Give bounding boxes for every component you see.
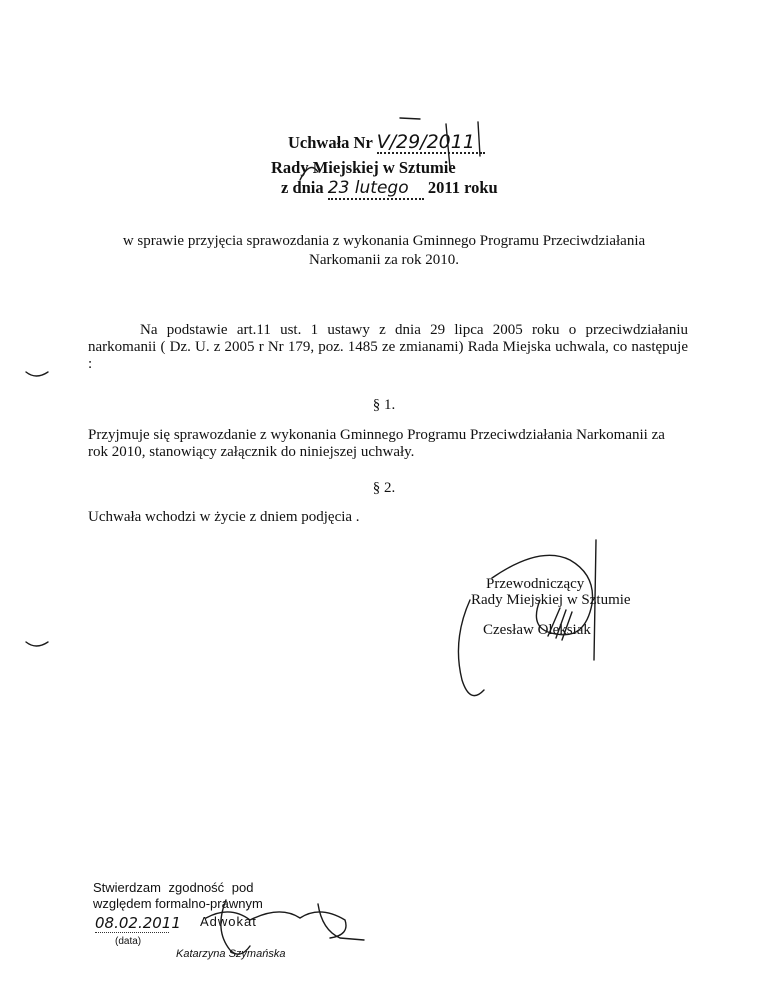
margin-mark-1 xyxy=(26,372,48,376)
subject-line-2: Narkomanii za rok 2010. xyxy=(309,252,459,268)
chairman-signature-stroke xyxy=(594,540,596,660)
chairman-signature-tail xyxy=(458,600,484,696)
section-2-title: § 2. xyxy=(372,480,396,496)
date-suffix: 2011 roku xyxy=(427,178,498,197)
legal-stamp-title: Adwokat xyxy=(200,914,257,929)
subject-line-1: w sprawie przyjęcia sprawozdania z wykonania Gminnego Programu Przeciwdziałania xyxy=(122,233,646,249)
resolution-number-handwritten: V/29/2011 xyxy=(377,132,485,154)
council-line: Rady Miejskiej w Sztumie xyxy=(271,158,456,177)
section-2-text: Uchwała wchodzi w życie z dniem podjęcia . xyxy=(88,509,360,525)
legal-basis: Na podstawie art.11 ust. 1 ustawy z dnia 29 lipca 2005 roku o przeciwdziałaniu narkomanii ( Dz. U. z 2005 r Nr 179, poz. 1485 ze zmianami) Rada Miejska uchwala, co następuje : xyxy=(88,322,688,372)
legal-stamp-name: Katarzyna Szymańska xyxy=(176,948,286,960)
resolution-prefix: Uchwała Nr xyxy=(288,133,373,152)
legal-stamp-line-1: Stwierdzam zgodność pod xyxy=(93,880,254,895)
signature-role: Przewodniczący xyxy=(486,576,585,592)
signature-name: Czesław Oleksiak xyxy=(483,622,591,638)
ink-slash-1 xyxy=(446,124,450,168)
date-handwritten: 23 lutego xyxy=(328,178,424,200)
legal-stamp-date: 08.02.2011 xyxy=(95,914,181,932)
margin-mark-2 xyxy=(26,642,48,646)
section-1-text: Przyjmuje się sprawozdanie z wykonania Gminnego Programu Przeciwdziałania Narkomanii za rok 2010, stanowiący załącznik do niniejszej uchwały. xyxy=(88,427,665,460)
signature-council: Rady Miejskiej w Sztumie xyxy=(471,592,631,608)
ink-curl xyxy=(300,168,318,181)
advocate-signature-loop xyxy=(221,900,250,954)
legal-stamp-line-2: względem formalno-prawnym xyxy=(93,896,263,911)
chairman-signature-loop xyxy=(492,555,593,635)
date-prefix: z dnia xyxy=(281,178,324,197)
ink-overline xyxy=(400,118,420,119)
legal-stamp-date-label: (data) xyxy=(115,936,142,947)
section-1-title: § 1. xyxy=(372,397,396,413)
ink-slash-2 xyxy=(478,122,480,156)
